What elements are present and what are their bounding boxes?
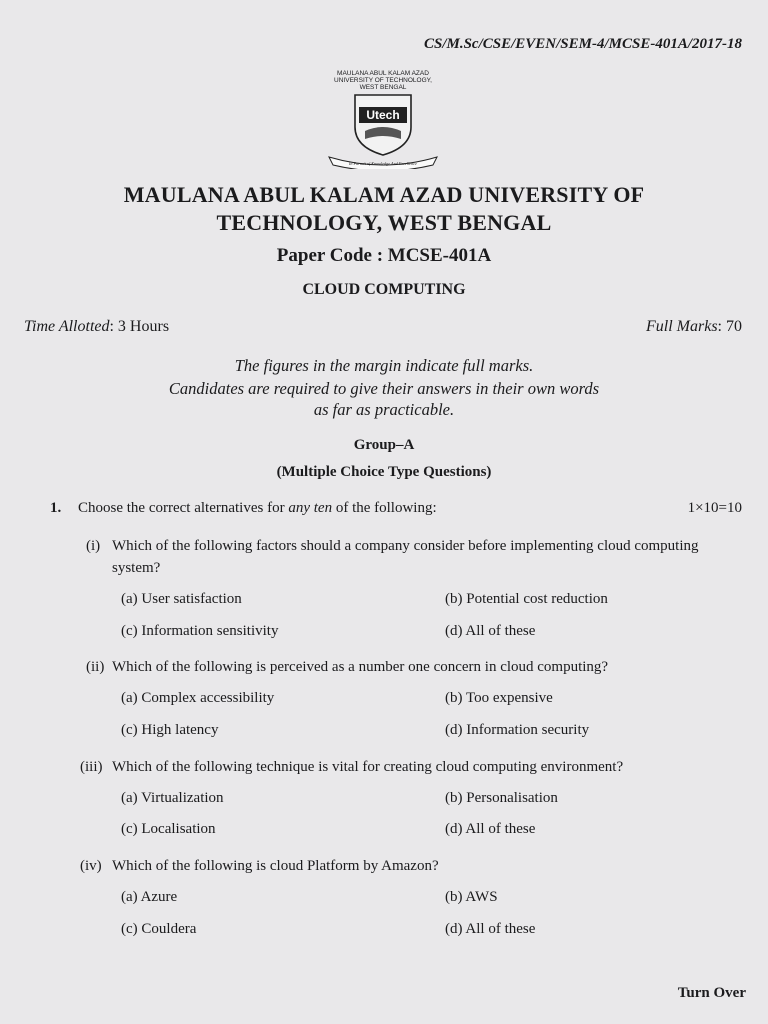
subquestion-i [86, 535, 699, 579]
subquestion-text-cont: system? [112, 560, 161, 576]
logo-text-line2: UNIVERSITY OF TECHNOLOGY, [334, 77, 432, 84]
subquestion-text: Which of the following technique is vital for creating cloud computing environment? [112, 759, 624, 775]
question-text-post: of the following: [332, 500, 437, 516]
subquestion-number: (ii) [86, 659, 105, 675]
subject-title: CLOUD COMPUTING [302, 281, 466, 298]
marks-label: Full Marks [646, 318, 718, 335]
subquestion-ii [86, 656, 608, 678]
turn-over-label: Turn Over [677, 985, 746, 1001]
subquestion-number: (iv) [80, 858, 102, 874]
logo-text-line3: WEST BENGAL [359, 84, 407, 91]
option-b: (b) AWS [445, 889, 498, 905]
option-c: (c) Information sensitivity [121, 623, 279, 639]
option-d: (d) All of these [445, 921, 536, 937]
logo-emblem-icon [323, 93, 443, 169]
time-value: : 3 Hours [109, 318, 170, 335]
group-subtitle: (Multiple Choice Type Questions) [276, 464, 492, 480]
instruction-line: The figures in the margin indicate full marks. [234, 356, 534, 375]
time-label: Time Allotted [24, 318, 110, 335]
subquestion-text: Which of the following is cloud Platform by Amazon? [112, 858, 439, 874]
option-a: (a) Virtualization [121, 790, 224, 806]
subquestion-number: (i) [86, 538, 101, 554]
paper-code: Paper Code : MCSE-401A [276, 245, 492, 266]
university-name-line2: TECHNOLOGY, WEST BENGAL [216, 210, 552, 235]
subquestion-text: Which of the following is perceived as a number one concern in cloud computing? [112, 659, 609, 675]
paper-reference-code: CS/M.Sc/CSE/EVEN/SEM-4/MCSE-401A/2017-18 [423, 36, 742, 52]
option-b: (b) Too expensive [445, 690, 553, 706]
university-logo [318, 70, 448, 170]
option-b: (b) Personalisation [445, 790, 558, 806]
option-a: (a) User satisfaction [121, 591, 242, 607]
full-marks [646, 318, 742, 336]
question-marks: 1×10=10 [687, 500, 742, 516]
subquestion-text: Which of the following factors should a company consider before implementing cloud computing [112, 538, 699, 554]
group-title: Group–A [353, 437, 415, 453]
option-d: (d) Information security [445, 722, 590, 738]
subquestion-iv [80, 855, 439, 877]
option-c: (c) Couldera [121, 921, 197, 937]
option-b: (b) Potential cost reduction [445, 591, 608, 607]
instruction-line: as far as practicable. [313, 400, 455, 419]
university-name-line1: MAULANA ABUL KALAM AZAD UNIVERSITY OF [123, 182, 645, 207]
option-a: (a) Azure [121, 889, 178, 905]
option-d: (d) All of these [445, 623, 536, 639]
option-c: (c) High latency [121, 722, 219, 738]
instruction-line: Candidates are required to give their answers in their own words [168, 379, 600, 398]
question-text-emphasis: any ten [288, 500, 333, 516]
logo-name: Utech [366, 108, 400, 122]
time-allotted [24, 318, 169, 336]
option-d: (d) All of these [445, 821, 536, 837]
logo-motto: In Pursuit of Knowledge And Excellence [349, 161, 417, 166]
logo-text-line1: MAULANA ABUL KALAM AZAD [337, 70, 429, 77]
option-c: (c) Localisation [121, 821, 216, 837]
subquestion-number: (iii) [80, 759, 103, 775]
option-a: (a) Complex accessibility [121, 690, 275, 706]
marks-value: : 70 [717, 318, 742, 335]
question-text [78, 500, 437, 517]
question-number: 1. [50, 500, 62, 516]
subquestion-iii [80, 756, 623, 778]
question-text-pre: Choose the correct alternatives for [78, 500, 289, 516]
